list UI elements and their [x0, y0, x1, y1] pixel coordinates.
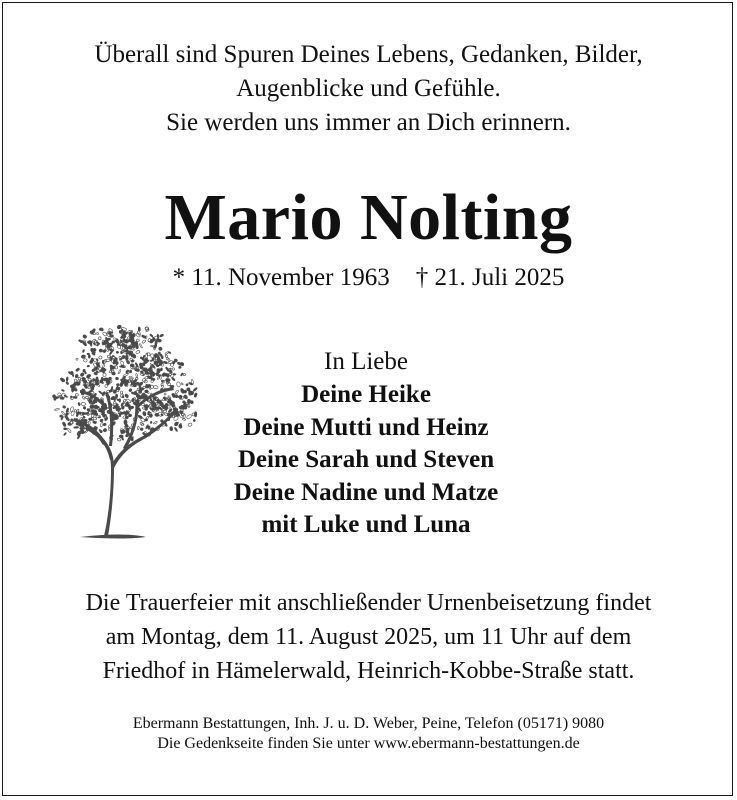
mourner-line: Deine Sarah und Steven	[237, 446, 495, 473]
footer	[0, 714, 737, 754]
mourners-block	[208, 345, 524, 542]
memorial-page-info: Die Gedenkseite finden Sie unter www.ebermann-bestattungen.de	[157, 735, 580, 752]
birth-date: * 11. November 1963	[172, 264, 390, 291]
tree-icon	[38, 318, 210, 540]
life-dates	[0, 261, 737, 295]
mourner-line: Deine Mutti und Heinz	[243, 413, 489, 441]
mourner-line: Deine Heike	[301, 381, 431, 408]
quote-line: Augenblicke und Gefühle.	[236, 75, 501, 102]
service-details	[0, 586, 737, 688]
quote-line: Sie werden uns immer an Dich erinnern.	[166, 109, 571, 136]
mourner-line: mit Luke und Luna	[261, 511, 471, 538]
mourners-intro: In Liebe	[324, 348, 408, 375]
service-line: Friedhof in Hämelerwald, Heinrich-Kobbe-Straße statt.	[102, 658, 635, 684]
tree-canopy	[52, 324, 198, 441]
memorial-quote	[0, 38, 737, 140]
death-date: † 21. Juli 2025	[415, 264, 565, 291]
service-line: am Montag, dem 11. August 2025, um 11 Uhr auf dem	[105, 624, 632, 650]
deceased-name: Mario Nolting	[164, 181, 573, 254]
quote-line: Überall sind Spuren Deines Lebens, Gedanken, Bilder,	[94, 41, 643, 68]
tree-ground	[80, 535, 146, 539]
service-line: Die Trauerfeier mit anschließender Urnenbeisetzung findet	[85, 590, 652, 616]
mourner-line: Deine Nadine und Matze	[233, 478, 499, 506]
funeral-home-info: Ebermann Bestattungen, Inh. J. u. D. Weber, Peine, Telefon (05171) 9080	[132, 715, 605, 732]
